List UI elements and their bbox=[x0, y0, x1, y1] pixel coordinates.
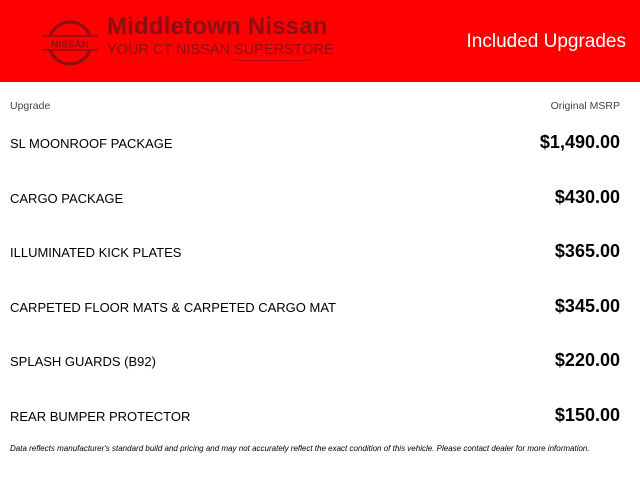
dealer-tagline: YOUR CT NISSAN SUPERSTORE bbox=[107, 42, 334, 58]
list-item bbox=[0, 280, 640, 335]
column-header-upgrade: Upgrade bbox=[10, 100, 51, 112]
upgrade-name: CARPETED FLOOR MATS & CARPETED CARGO MAT bbox=[10, 299, 336, 315]
dealer-name: Middletown Nissan bbox=[107, 13, 328, 40]
upgrade-price: $220.00 bbox=[554, 350, 620, 370]
logo-text: NISSAN bbox=[51, 39, 89, 51]
upgrade-price: $345.00 bbox=[554, 295, 620, 316]
list-item bbox=[0, 389, 640, 444]
list-item bbox=[0, 334, 640, 389]
upgrade-name: SL MOONROOF PACKAGE bbox=[10, 136, 173, 151]
upgrade-price: $150.00 bbox=[554, 404, 620, 425]
nissan-logo-icon bbox=[42, 18, 98, 68]
page-title: Included Upgrades bbox=[466, 31, 626, 52]
upgrade-name: REAR BUMPER PROTECTOR bbox=[10, 408, 191, 424]
upgrade-name: ILLUMINATED KICK PLATES bbox=[10, 245, 182, 260]
disclaimer-text: Data reflects manufacturer's standard build and pricing and may not accurately reflect the exact condition of this vehicle. Please contact dealer for more information. bbox=[10, 444, 590, 453]
upgrade-price: $365.00 bbox=[554, 241, 620, 261]
upgrade-name: SPLASH GUARDS (B92) bbox=[10, 354, 156, 369]
upgrade-price: $430.00 bbox=[554, 186, 620, 207]
list-item bbox=[0, 116, 640, 171]
column-header-msrp: Original MSRP bbox=[550, 100, 620, 112]
upgrades-list bbox=[0, 116, 640, 443]
upgrade-name: CARGO PACKAGE bbox=[10, 190, 124, 206]
upgrade-price: $1,490.00 bbox=[539, 132, 620, 152]
list-item bbox=[0, 225, 640, 280]
list-item bbox=[0, 171, 640, 226]
tagline-divider bbox=[234, 60, 310, 61]
header-banner bbox=[0, 0, 640, 82]
